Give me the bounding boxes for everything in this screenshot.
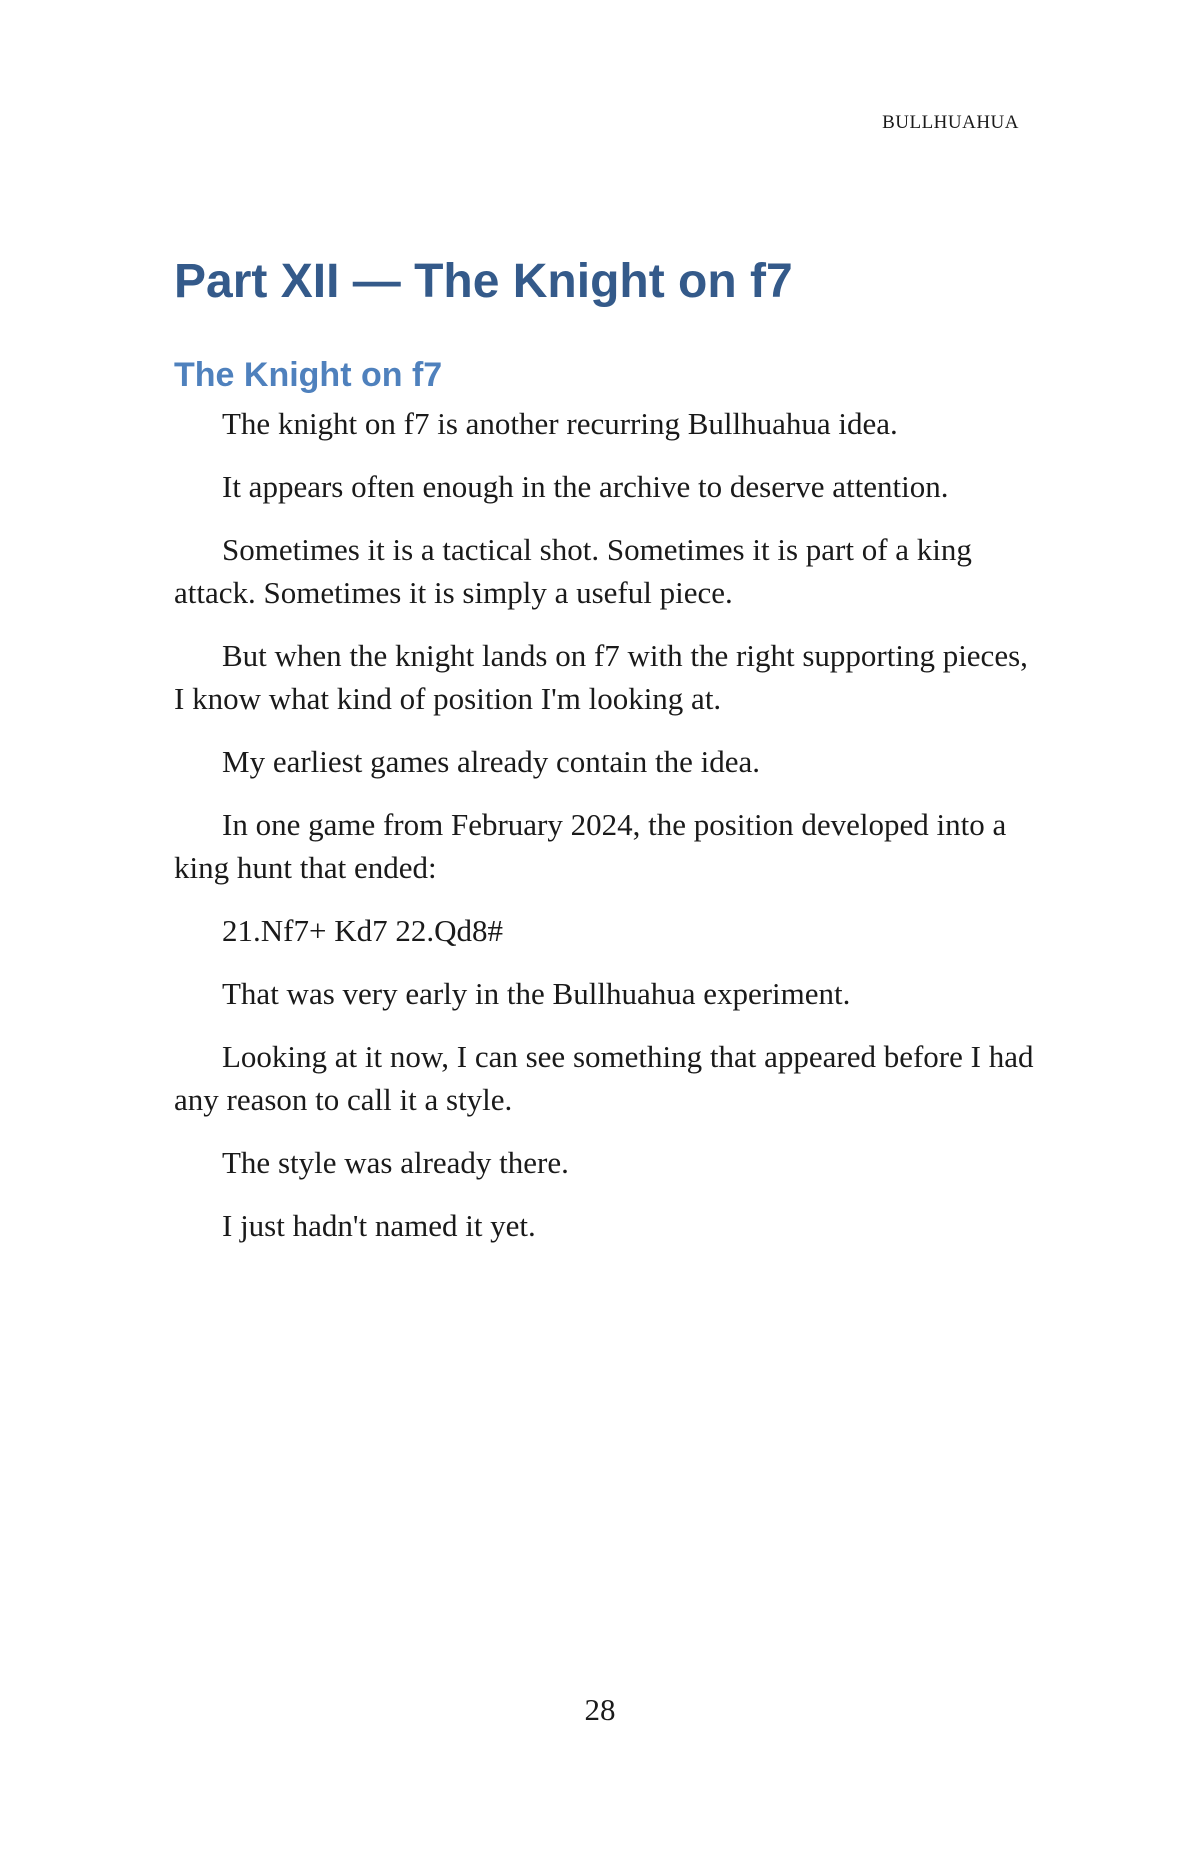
body-paragraph: It appears often enough in the archive to deserve attention.	[222, 469, 949, 504]
running-header: BULLHUAHUA	[882, 112, 1019, 133]
body-paragraph: But when the knight lands on f7 with the right supporting pieces, I know what kind of position I'm looking at.	[174, 638, 1028, 716]
page-number: 28	[584, 1692, 616, 1727]
page-content	[174, 250, 1034, 1267]
body-paragraph: In one game from February 2024, the position developed into a king hunt that ended:	[174, 807, 1007, 885]
body-paragraph: My earliest games already contain the idea.	[222, 744, 760, 779]
body-paragraph: The knight on f7 is another recurring Bullhuahua idea.	[222, 406, 898, 441]
body-paragraph: Sometimes it is a tactical shot. Sometimes it is part of a king attack. Sometimes it is simply a useful piece.	[174, 532, 972, 610]
body-paragraph: Looking at it now, I can see something that appeared before I had any reason to call it a style.	[174, 1039, 1034, 1117]
body-paragraph: That was very early in the Bullhuahua experiment.	[222, 976, 851, 1011]
body-paragraph: The style was already there.	[222, 1145, 569, 1180]
body-paragraph: I just hadn't named it yet.	[222, 1208, 536, 1243]
section-title: The Knight on f7	[174, 356, 443, 394]
part-title: Part XII — The Knight on f7	[174, 255, 793, 308]
chess-moves: 21.Nf7+ Kd7 22.Qd8#	[222, 913, 503, 948]
